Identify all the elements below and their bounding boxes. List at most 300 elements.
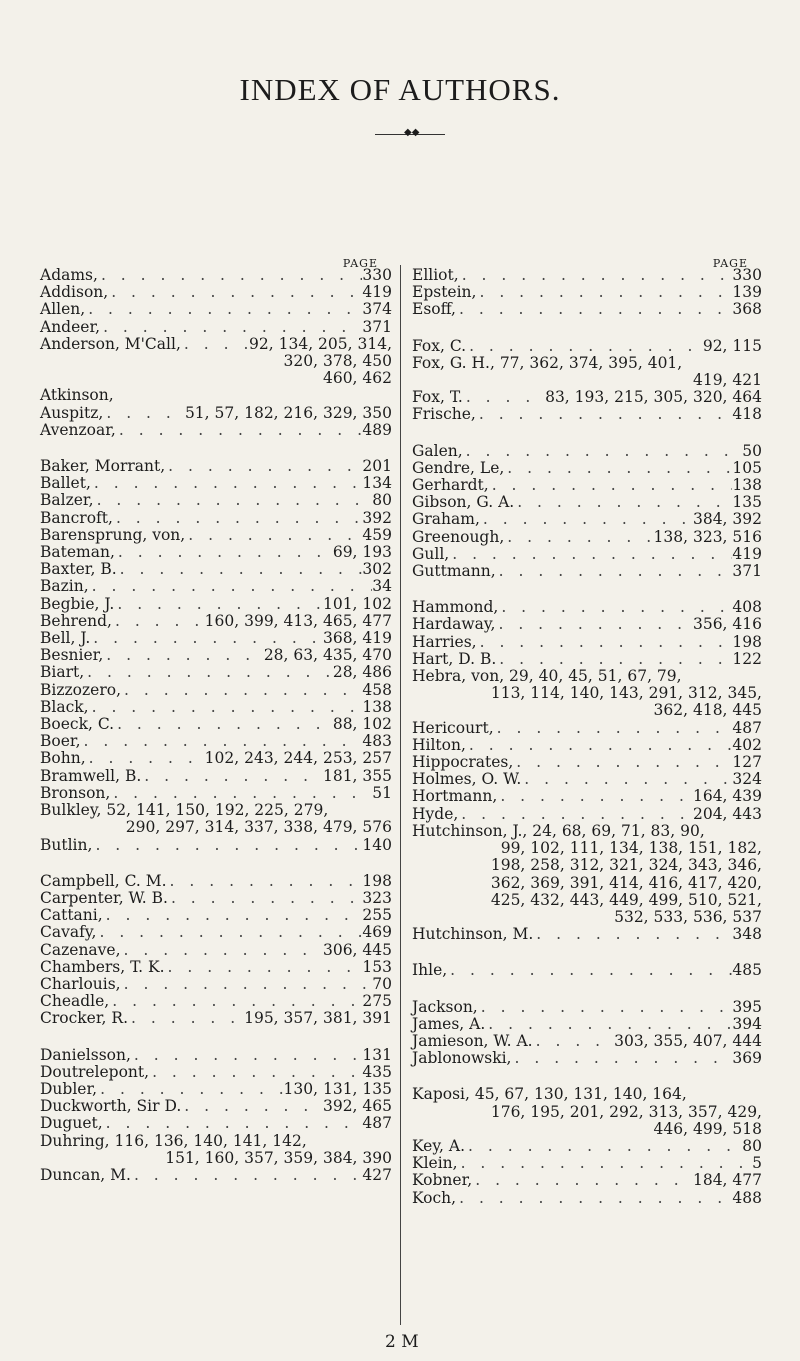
leader-dots <box>485 1016 732 1033</box>
page-numbers: 489 <box>362 420 392 439</box>
page-numbers: 330 <box>362 266 392 284</box>
page-numbers: 138 <box>362 697 392 716</box>
leader-dots <box>108 284 362 301</box>
page-numbers-continued: 532, 533, 536, 537 <box>614 907 762 926</box>
page-numbers: 198 <box>732 632 762 651</box>
leader-dots <box>463 443 743 460</box>
page-numbers: 458 <box>362 680 392 699</box>
leader-dots <box>456 1190 732 1207</box>
author-name: Hart, D. B. <box>412 649 497 668</box>
index-entry <box>40 1047 392 1064</box>
page-numbers: 184, 477 <box>692 1171 762 1190</box>
author-name: Black, <box>40 697 89 716</box>
index-entry <box>412 806 762 823</box>
page-numbers: 255 <box>362 906 392 925</box>
index-entry <box>412 355 762 389</box>
author-name: Greenough, <box>412 527 505 546</box>
author-name: Fox, T. <box>412 388 463 407</box>
leader-dots <box>489 477 733 494</box>
leader-dots <box>103 1115 363 1132</box>
index-entry <box>40 768 392 785</box>
leader-dots <box>463 389 545 406</box>
leader-dots <box>149 1064 362 1081</box>
page-numbers: 164, 439 <box>692 787 762 806</box>
index-entry <box>412 737 762 754</box>
leader-dots <box>94 492 373 509</box>
author-name: Cattani, <box>40 906 103 925</box>
index-entry <box>40 993 392 1010</box>
author-name: Dubler, <box>40 1079 98 1098</box>
page-numbers: 368 <box>732 300 762 319</box>
page-numbers: 427 <box>362 1165 392 1184</box>
page-numbers: 34 <box>372 577 392 596</box>
index-entry <box>412 788 762 805</box>
index-entry <box>40 475 392 492</box>
right-column <box>412 255 762 1226</box>
author-name: Key, A. <box>412 1136 466 1155</box>
leader-dots <box>533 1033 614 1050</box>
index-entry <box>40 802 392 836</box>
index-entry <box>40 284 392 301</box>
page-numbers: 198 <box>362 871 392 890</box>
index-entry <box>412 999 762 1016</box>
index-letter-group <box>412 962 762 979</box>
leader-dots <box>514 494 732 511</box>
page-numbers-continued: 198, 258, 312, 321, 324, 343, 346, <box>490 856 762 875</box>
index-entry <box>40 890 392 907</box>
index-entry <box>40 733 392 750</box>
index-entry <box>40 1098 392 1115</box>
author-name: Elliot, <box>412 266 459 284</box>
index-entry <box>412 1033 762 1050</box>
page-column-header: PAGE <box>712 257 748 270</box>
author-name: Auspitz, <box>40 403 104 422</box>
index-entry <box>412 668 762 720</box>
author-name: Epstein, <box>412 283 477 302</box>
page-numbers: 101, 102 <box>322 594 392 613</box>
page-numbers: 51 <box>372 783 392 802</box>
author-name: Fox, C. <box>412 336 467 355</box>
leader-dots <box>495 616 693 633</box>
page-numbers: 485 <box>732 961 762 980</box>
index-entry <box>40 319 392 336</box>
leader-dots <box>81 733 363 750</box>
author-name: Gull, <box>412 544 450 563</box>
index-entry <box>412 338 762 355</box>
page-numbers: 408 <box>732 598 762 617</box>
page-numbers-continued: 362, 418, 445 <box>653 701 762 720</box>
index-entry <box>412 771 762 788</box>
author-name: Baker, Morrant, <box>40 457 166 476</box>
author-name: Addison, <box>40 283 109 302</box>
leader-dots <box>476 406 733 423</box>
index-entry <box>40 976 392 993</box>
author-name: Frische, <box>412 405 476 424</box>
author-name: Jackson, <box>412 997 478 1016</box>
index-entry <box>412 563 762 580</box>
page-numbers: 483 <box>362 732 392 751</box>
leader-dots <box>498 599 732 616</box>
index-entry <box>40 924 392 941</box>
page-numbers: 92, 115 <box>702 336 762 355</box>
leader-dots <box>103 405 185 422</box>
page-numbers: 122 <box>732 649 762 668</box>
leader-dots <box>141 768 323 785</box>
author-name: Ihle, <box>412 961 448 980</box>
leader-dots <box>90 630 323 647</box>
index-entry <box>412 1190 762 1207</box>
index-entry <box>40 1115 392 1132</box>
index-entry <box>412 634 762 651</box>
index-entry <box>40 301 392 318</box>
index-entry <box>412 651 762 668</box>
leader-dots <box>477 634 733 651</box>
leader-dots <box>465 1138 742 1155</box>
index-letter-group <box>40 873 392 1028</box>
index-entry <box>40 682 392 699</box>
author-name: Hilton, <box>412 735 466 754</box>
author-name: Koch, <box>412 1188 457 1207</box>
leader-dots <box>504 529 653 546</box>
author-name: Adams, <box>40 266 98 284</box>
page-numbers: 69, 193 <box>332 543 392 562</box>
index-entry <box>40 716 392 733</box>
author-name: Cheadle, <box>40 992 110 1011</box>
index-letter-group <box>40 267 392 439</box>
index-entry <box>412 926 762 943</box>
author-name: Boer, <box>40 732 81 751</box>
leader-dots <box>84 664 333 681</box>
author-name: Galen, <box>412 441 463 460</box>
author-name: Atkinson, <box>40 386 114 405</box>
index-entry <box>40 785 392 802</box>
author-name: Gibson, G. A. <box>412 493 515 512</box>
page-numbers: 153 <box>362 957 392 976</box>
page-numbers: 160, 399, 413, 465, 477 <box>204 611 392 630</box>
author-name: Gendre, Le, <box>412 458 505 477</box>
page-numbers-continued: 320, 378, 450 <box>283 352 392 371</box>
author-name: Cazenave, <box>40 940 121 959</box>
leader-dots <box>116 422 363 439</box>
page-numbers: 51, 57, 182, 216, 329, 350 <box>184 403 392 422</box>
page-numbers: 459 <box>362 525 392 544</box>
leader-dots <box>456 301 732 318</box>
author-name: Campbell, C. M. <box>40 871 167 890</box>
index-entry <box>40 942 392 959</box>
index-entry <box>40 1064 392 1081</box>
page-numbers: 105 <box>732 458 762 477</box>
leader-dots <box>447 962 732 979</box>
author-name: Kobner, <box>412 1171 473 1190</box>
index-entry <box>40 492 392 509</box>
leader-dots <box>449 546 732 563</box>
author-name: Hyde, <box>412 804 459 823</box>
index-entry <box>412 1155 762 1172</box>
author-name: Holmes, O. W. <box>412 770 522 789</box>
author-name: Anderson, M'Call, <box>40 334 181 353</box>
page-numbers: 127 <box>732 753 762 772</box>
author-name: Bramwell, B. <box>40 766 142 785</box>
author-name: Balzer, <box>40 491 94 510</box>
author-name: Duhring, 116, 136, 140, 141, 142, <box>40 1131 307 1150</box>
author-name: Bizzozero, <box>40 680 122 699</box>
page-numbers: 394 <box>732 1014 762 1033</box>
author-name: Bazin, <box>40 577 89 596</box>
leader-dots <box>504 460 732 477</box>
index-entry <box>412 616 762 633</box>
page-numbers-continued: 425, 432, 443, 449, 499, 510, 521, <box>490 890 762 909</box>
leader-dots <box>121 942 323 959</box>
index-entry <box>412 1050 762 1067</box>
author-name: James, A. <box>412 1014 486 1033</box>
leader-dots <box>114 716 333 733</box>
leader-dots <box>97 1081 283 1098</box>
index-entry <box>40 613 392 630</box>
page-numbers: 28, 486 <box>332 663 392 682</box>
author-name: Danielsson, <box>40 1045 131 1064</box>
author-name: Guttmann, <box>412 562 496 581</box>
leader-dots <box>109 993 362 1010</box>
page-numbers: 469 <box>362 923 392 942</box>
leader-dots <box>113 510 362 527</box>
page-numbers: 201 <box>362 457 392 476</box>
author-name: Barensprung, von, <box>40 525 186 544</box>
index-entry <box>412 1086 762 1138</box>
index-entry <box>40 630 392 647</box>
index-entry <box>412 1138 762 1155</box>
leader-dots <box>497 788 693 805</box>
author-name: Charlouis, <box>40 974 121 993</box>
author-name: Fox, G. H., 77, 362, 374, 395, 401, <box>412 353 683 372</box>
leader-dots <box>92 837 362 854</box>
index-entry <box>40 1010 392 1027</box>
index-entry <box>412 1172 762 1189</box>
author-name: Kaposi, 45, 67, 130, 131, 140, 164, <box>412 1085 687 1104</box>
leader-dots <box>115 544 333 561</box>
author-name: Hammond, <box>412 598 499 617</box>
page-numbers: 131 <box>362 1045 392 1064</box>
leader-dots <box>121 976 373 993</box>
page-numbers: 384, 392 <box>692 510 762 529</box>
index-entry <box>40 750 392 767</box>
index-entry <box>412 754 762 771</box>
left-column <box>40 255 392 1203</box>
author-name: Harries, <box>412 632 477 651</box>
leader-dots <box>511 1050 732 1067</box>
leader-dots <box>165 458 362 475</box>
page-numbers: 135 <box>732 493 762 512</box>
index-entry <box>412 284 762 301</box>
page-numbers-continued: 151, 160, 357, 359, 384, 390 <box>165 1148 392 1167</box>
index-entry <box>40 387 392 404</box>
index-letter-group <box>412 599 762 943</box>
column-divider <box>400 265 401 1325</box>
author-name: Bateman, <box>40 543 115 562</box>
leader-dots <box>466 737 733 754</box>
leader-dots <box>103 907 363 924</box>
page-numbers: 368, 419 <box>322 629 392 648</box>
page-numbers: 302 <box>362 560 392 579</box>
page-numbers: 80 <box>742 1136 762 1155</box>
index-letter-group <box>412 338 762 424</box>
author-name: Bulkley, 52, 141, 150, 192, 225, 279, <box>40 801 329 820</box>
author-name: Hardaway, <box>412 615 496 634</box>
page-numbers: 323 <box>362 888 392 907</box>
leader-dots <box>167 873 363 890</box>
index-entry <box>40 458 392 475</box>
index-entry <box>40 873 392 890</box>
page-numbers-continued: 419, 421 <box>692 371 762 390</box>
author-name: Andeer, <box>40 317 101 336</box>
author-name: Gerhardt, <box>412 476 489 495</box>
leader-dots <box>513 754 732 771</box>
page-numbers: 356, 416 <box>692 615 762 634</box>
page-numbers: 324 <box>732 770 762 789</box>
page-numbers-continued: 446, 499, 518 <box>653 1119 762 1138</box>
author-name: Ballet, <box>40 474 91 493</box>
page-numbers: 374 <box>362 300 392 319</box>
leader-dots <box>103 647 264 664</box>
index-entry <box>40 267 392 284</box>
author-name: Bell, J. <box>40 629 91 648</box>
author-name: Hericourt, <box>412 718 494 737</box>
index-entry <box>40 664 392 681</box>
page-numbers: 50 <box>742 441 762 460</box>
leader-dots <box>459 267 733 284</box>
index-entry <box>412 599 762 616</box>
author-name: Hortmann, <box>412 787 498 806</box>
index-entry <box>40 837 392 854</box>
leader-dots <box>89 578 373 595</box>
page-numbers: 303, 355, 407, 444 <box>614 1031 762 1050</box>
author-name: Besnier, <box>40 646 104 665</box>
index-entry <box>412 443 762 460</box>
index-entry <box>40 422 392 439</box>
index-entry <box>412 460 762 477</box>
index-entry <box>412 823 762 926</box>
page-numbers: 80 <box>372 491 392 510</box>
author-name: Boeck, C. <box>40 715 115 734</box>
index-entry <box>40 699 392 716</box>
author-name: Doutrelepont, <box>40 1062 150 1081</box>
page-numbers: 102, 243, 244, 253, 257 <box>204 749 392 768</box>
author-name: Allen, <box>40 300 86 319</box>
page-numbers: 83, 193, 215, 305, 320, 464 <box>545 388 762 407</box>
page-numbers: 70 <box>372 974 392 993</box>
author-name: Bronson, <box>40 783 111 802</box>
page-numbers: 204, 443 <box>692 804 762 823</box>
page-numbers: 306, 445 <box>322 940 392 959</box>
page-numbers: 488 <box>732 1188 762 1207</box>
leader-dots <box>131 1047 363 1064</box>
index-entry <box>40 336 392 388</box>
author-name: Hebra, von, 29, 40, 45, 51, 67, 79, <box>412 667 682 686</box>
index-entry <box>40 510 392 527</box>
page-numbers: 371 <box>732 562 762 581</box>
author-name: Graham, <box>412 510 480 529</box>
author-name: Hutchinson, M. <box>412 925 534 944</box>
page-numbers: 487 <box>362 1114 392 1133</box>
leader-dots <box>480 511 693 528</box>
leader-dots <box>472 1172 693 1189</box>
index-letter-group <box>412 443 762 581</box>
signature-mark: 2 M <box>385 1332 419 1352</box>
page-numbers: 181, 355 <box>322 766 392 785</box>
index-entry <box>412 389 762 406</box>
page-numbers-continued: 99, 102, 111, 134, 138, 151, 182, <box>500 839 762 858</box>
index-letter-group <box>412 267 762 319</box>
index-entry <box>412 546 762 563</box>
page-numbers-continued: 113, 114, 140, 143, 291, 312, 345, <box>490 684 762 703</box>
index-entry <box>412 494 762 511</box>
index-entry <box>40 1167 392 1184</box>
index-entry <box>40 647 392 664</box>
leader-dots <box>131 1167 362 1184</box>
index-entry <box>40 544 392 561</box>
leader-dots <box>494 720 733 737</box>
author-name: Hutchinson, J., 24, 68, 69, 71, 83, 90, <box>412 821 705 840</box>
leader-dots <box>114 596 323 613</box>
page-numbers: 130, 131, 135 <box>283 1079 392 1098</box>
index-entry <box>412 406 762 423</box>
leader-dots <box>466 338 703 355</box>
author-name: Duguet, <box>40 1114 103 1133</box>
author-name: Duckworth, Sir D. <box>40 1097 182 1116</box>
page-numbers: 5 <box>752 1154 762 1173</box>
index-entry <box>412 529 762 546</box>
leader-dots <box>533 926 732 943</box>
page-numbers: 195, 357, 381, 391 <box>244 1009 392 1028</box>
leader-dots <box>168 890 362 907</box>
leader-dots <box>458 1155 753 1172</box>
author-name: Cavafy, <box>40 923 97 942</box>
page-numbers: 275 <box>362 992 392 1011</box>
page-numbers-continued: 362, 369, 391, 414, 416, 417, 420, <box>490 873 762 892</box>
author-name: Begbie, J. <box>40 594 115 613</box>
author-name: Baxter, B. <box>40 560 117 579</box>
page-numbers: 348 <box>732 925 762 944</box>
page-numbers: 28, 63, 435, 470 <box>263 646 392 665</box>
page-numbers: 330 <box>732 266 762 284</box>
page-numbers: 419 <box>732 544 762 563</box>
page-numbers: 88, 102 <box>332 715 392 734</box>
leader-dots <box>96 924 362 941</box>
index-entry <box>412 1016 762 1033</box>
page-numbers: 392, 465 <box>322 1097 392 1116</box>
author-name: Klein, <box>412 1154 458 1173</box>
page-numbers: 395 <box>732 997 762 1016</box>
leader-dots <box>98 267 362 284</box>
page-column-header: PAGE <box>342 257 378 270</box>
leader-dots <box>476 284 732 301</box>
page-numbers: 92, 134, 205, 314, <box>249 334 392 353</box>
rule-ornament: ◆◆ <box>404 127 420 138</box>
leader-dots <box>121 682 362 699</box>
page-numbers: 369 <box>732 1049 762 1068</box>
page-numbers: 140 <box>362 835 392 854</box>
index-entry <box>412 267 762 284</box>
page-numbers: 487 <box>732 718 762 737</box>
page-numbers: 402 <box>732 735 762 754</box>
page-numbers-continued: 460, 462 <box>322 369 392 388</box>
index-entry <box>40 527 392 544</box>
author-name: Biart, <box>40 663 85 682</box>
leader-dots <box>165 959 363 976</box>
author-name: Behrend, <box>40 611 112 630</box>
index-letter-group <box>412 1086 762 1206</box>
leader-dots <box>181 1098 323 1115</box>
leader-dots <box>185 527 362 544</box>
